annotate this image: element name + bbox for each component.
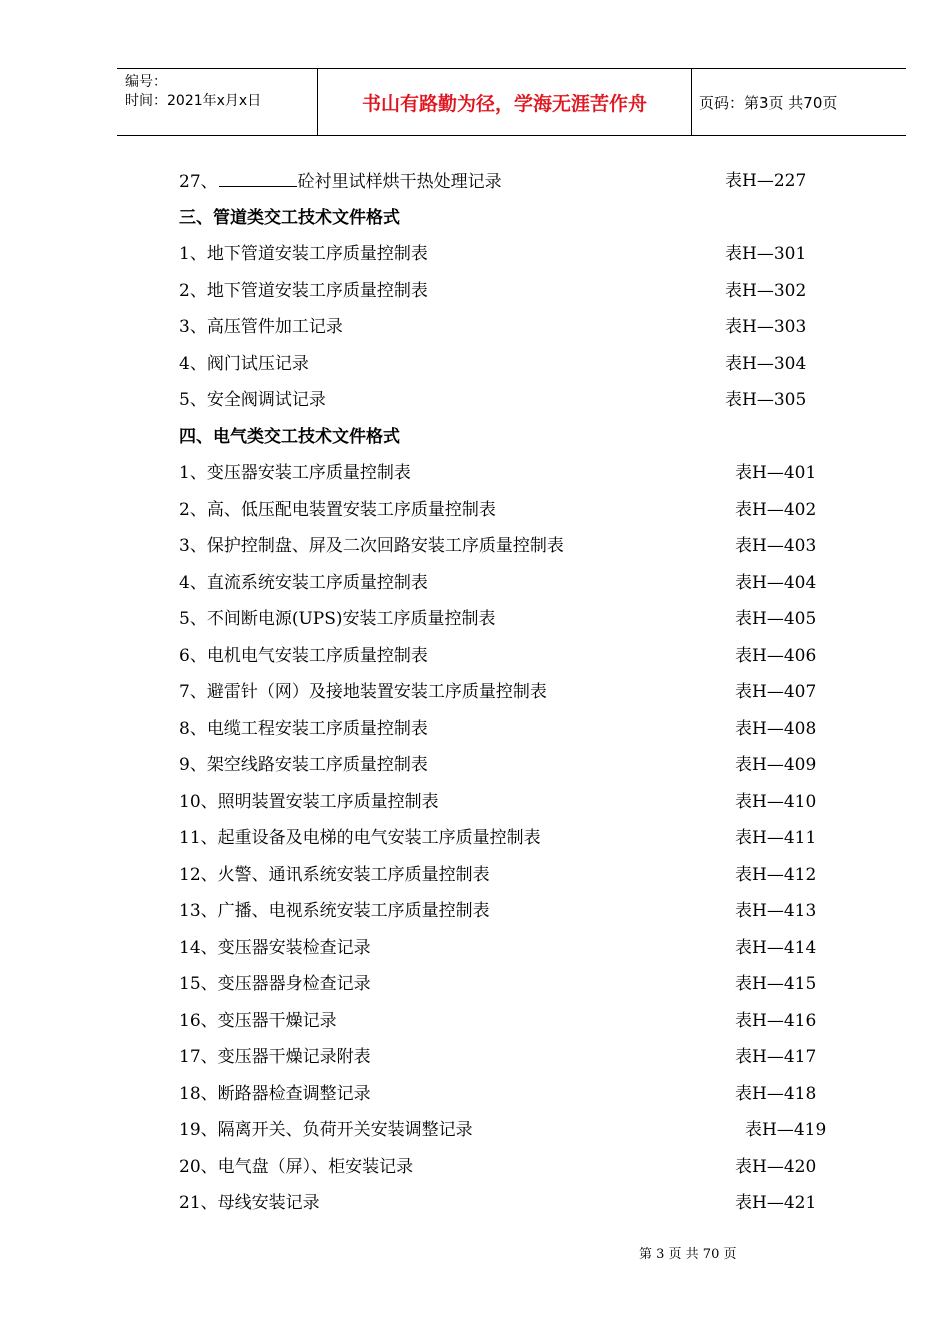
entry-title: 电缆工程安装工序质量控制表 [206,719,428,739]
entry-form-code: 表H—414 [735,938,817,958]
entry-form-code: 表H—227 [725,171,807,191]
entry-form-code: 表H—407 [735,682,817,702]
entry-title: 变压器器身检查记录 [217,974,371,994]
entry-form-code: 表H—405 [735,609,817,629]
entry-form-code: 表H—305 [725,390,807,410]
entry-number: 6、 [179,646,207,666]
entry-form-code: 表H—302 [725,281,807,301]
entry-number: 9、 [179,755,207,775]
entry-title: 电机电气安装工序质量控制表 [206,646,428,666]
header-motto: 书山有路勤为径，学海无涯苦作舟 [361,93,647,115]
entry-title: 变压器干燥记录附表 [217,1047,371,1067]
entry-number: 2、 [179,500,207,520]
entry-title: 地下管道安装工序质量控制表 [206,244,428,264]
entry-form-code: 表H—406 [735,646,817,666]
toc-entry [179,974,371,994]
entry-form-code: 表H—415 [735,974,817,994]
entry-title: 变压器安装检查记录 [217,938,371,958]
entry-number: 3、 [179,536,207,556]
entry-number: 27、 [179,172,218,192]
toc-entry [179,609,496,629]
entry-number: 18、 [179,1084,218,1104]
toc-entry [179,573,428,593]
entry-number: 5、 [179,609,207,629]
entry-title: 火警、通讯系统安装工序质量控制表 [217,865,490,885]
toc-entry [179,646,428,666]
toc-entry [179,792,439,812]
entry-form-code: 表H—411 [735,828,817,848]
document-time-label: 时间：2021年x月x日 [125,93,262,109]
entry-number: 11、 [179,828,218,848]
fill-in-blank [219,171,297,187]
entry-form-code: 表H—301 [725,244,807,264]
entry-title: 变压器干燥记录 [217,1011,337,1031]
entry-form-code: 表H—419 [745,1120,827,1140]
toc-entry [179,244,428,264]
entry-form-code: 表H—412 [735,865,817,885]
entry-number: 4、 [179,354,207,374]
toc-entry [179,938,371,958]
toc-entry [179,1011,337,1031]
entry-title: 高、低压配电装置安装工序质量控制表 [206,500,496,520]
toc-entry [179,171,502,192]
toc-entry [179,281,428,301]
entry-title: 直流系统安装工序质量控制表 [206,573,428,593]
entry-title: 电气盘（屏）、柜安装记录 [217,1157,414,1177]
entry-title: 母线安装记录 [217,1193,320,1213]
entry-form-code: 表H—404 [735,573,817,593]
entry-title: 照明装置安装工序质量控制表 [217,792,439,812]
entry-title: 不间断电源(UPS)安装工序质量控制表 [206,609,496,629]
entry-title: 安全阀调试记录 [206,390,326,410]
toc-entry [179,1047,371,1067]
entry-form-code: 表H—409 [735,755,817,775]
header-meta [125,73,261,111]
entry-number: 12、 [179,865,218,885]
entry-number: 3、 [179,317,207,337]
toc-entry [179,1120,473,1140]
page-header [117,68,906,136]
entry-form-code: 表H—408 [735,719,817,739]
entry-number: 1、 [179,244,207,264]
page-footer: 第 3 页 共 70 页 [639,1247,737,1262]
toc-entry [179,536,564,556]
toc-entry [179,901,490,921]
entry-form-code: 表H—304 [725,354,807,374]
toc-entry [179,1084,371,1104]
entry-form-code: 表H—410 [735,792,817,812]
entry-title: 地下管道安装工序质量控制表 [206,281,428,301]
entry-form-code: 表H—401 [735,463,817,483]
entry-number: 7、 [179,682,207,702]
entry-title: 广播、电视系统安装工序质量控制表 [217,901,490,921]
entry-title: 断路器检查调整记录 [217,1084,371,1104]
toc-entry [179,828,541,848]
entry-number: 4、 [179,573,207,593]
entry-number: 14、 [179,938,218,958]
entry-number: 2、 [179,281,207,301]
entry-number: 13、 [179,901,218,921]
entry-form-code: 表H—417 [735,1047,817,1067]
entry-title: 起重设备及电梯的电气安装工序质量控制表 [217,828,541,848]
entry-number: 1、 [179,463,207,483]
toc-entry [179,1157,413,1177]
toc-entry [179,317,343,337]
entry-number: 5、 [179,390,207,410]
entry-number: 15、 [179,974,218,994]
document-number-label: 编号： [125,74,167,90]
entry-number: 17、 [179,1047,218,1067]
entry-form-code: 表H—416 [735,1011,817,1031]
entry-form-code: 表H—413 [735,901,817,921]
header-page-number: 页码：第3页 共70页 [699,94,838,112]
entry-number: 21、 [179,1193,218,1213]
entry-form-code: 表H—403 [735,536,817,556]
entry-form-code: 表H—420 [735,1157,817,1177]
entry-title: 砼衬里试样烘干热处理记录 [297,172,502,192]
toc-entry [179,390,326,410]
toc-entry [179,865,490,885]
entry-form-code: 表H—418 [735,1084,817,1104]
toc-entry [179,682,547,702]
entry-title: 高压管件加工记录 [206,317,343,337]
entry-title: 变压器安装工序质量控制表 [206,463,411,483]
toc-entry [179,500,496,520]
section-heading: 四、电气类交工技术文件格式 [179,427,400,447]
entry-title: 保护控制盘、屏及二次回路安装工序质量控制表 [206,536,564,556]
toc-entry [179,719,428,739]
toc-entry [179,1193,320,1213]
entry-form-code: 表H—402 [735,500,817,520]
entry-title: 架空线路安装工序质量控制表 [206,755,428,775]
entry-number: 8、 [179,719,207,739]
entry-number: 19、 [179,1120,218,1140]
toc-entry [179,354,309,374]
toc-entry [179,755,428,775]
entry-form-code: 表H—421 [735,1193,817,1213]
entry-title: 隔离开关、负荷开关安装调整记录 [217,1120,473,1140]
entry-number: 10、 [179,792,218,812]
toc-entry [179,463,411,483]
entry-form-code: 表H—303 [725,317,807,337]
entry-number: 16、 [179,1011,218,1031]
header-divider [691,69,692,135]
section-heading: 三、管道类交工技术文件格式 [179,208,400,228]
entry-number: 20、 [179,1157,218,1177]
entry-title: 避雷针（网）及接地装置安装工序质量控制表 [206,682,547,702]
entry-title: 阀门试压记录 [206,354,309,374]
